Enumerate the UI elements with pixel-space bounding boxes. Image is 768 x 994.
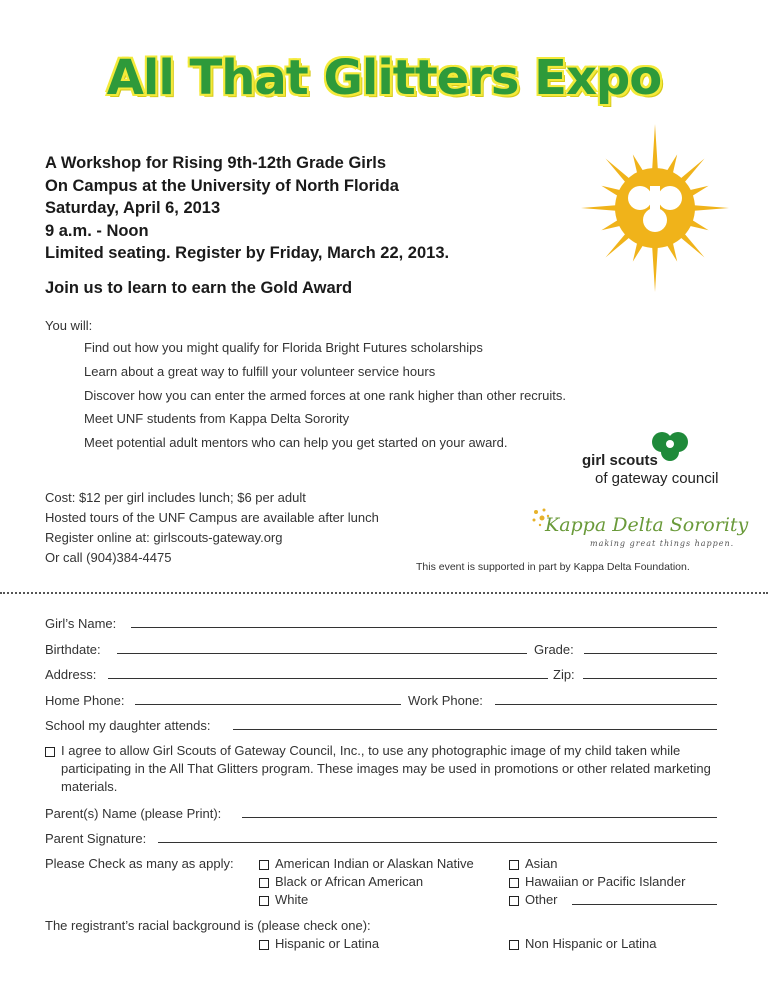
race-option-other[interactable]: Other [509,892,558,907]
cost-line: Cost: $12 per girl includes lunch; $6 per adult [45,490,306,505]
you-will-list [84,336,566,455]
race-option-american-indian[interactable]: American Indian or Alaskan Native [259,856,474,871]
kappa-delta-logo: Kappa Delta Sorority [545,514,749,536]
work-phone-field[interactable] [495,693,717,705]
cut-line-divider [0,592,768,594]
list-item: Meet UNF students from Kappa Delta Sorority [84,411,350,427]
ethnicity-prompt: The registrant’s racial background is (please check one): [45,918,371,933]
parent-name-field[interactable] [242,806,717,818]
list-item: Discover how you can enter the armed forces at one rank higher than other recruits. [84,387,566,403]
parent-signature-field[interactable] [158,831,717,843]
birthdate-field[interactable] [117,642,527,654]
cost-line: Register online at: girlscouts-gateway.org [45,530,283,545]
join-heading: Join us to learn to earn the Gold Award [45,279,353,297]
parent-signature-label: Parent Signature: [45,831,147,846]
checkbox-icon [509,940,519,950]
zip-field[interactable] [583,667,717,679]
list-item: Learn about a great way to fulfill your volunteer service hours [84,363,436,379]
event-title: All That Glitters Expo [106,50,662,106]
info-line: On Campus at the University of North Florida [45,176,399,195]
home-phone-field[interactable] [135,693,401,705]
gold-award-sun-icon [580,122,730,294]
address-label: Address: [45,667,97,682]
event-info [45,152,449,265]
girls-name-label: Girl’s Name: [45,616,117,631]
photo-consent-text: I agree to allow Girl Scouts of Gateway Council, Inc., to use any photographic image of my child taken while participating in the All That Glitters program. These images may be used in promotions or other related marketing materials. [61,743,711,794]
race-prompt: Please Check as many as apply: [45,856,234,871]
info-line: Limited seating. Register by Friday, March 22, 2013. [45,244,450,262]
checkbox-icon [259,896,269,906]
address-field[interactable] [108,667,548,679]
checkbox-icon [259,860,269,870]
you-will-label: You will: [45,318,93,333]
cost-line: Hosted tours of the UNF Campus are available after lunch [45,510,379,525]
checkbox-icon [259,878,269,888]
race-option-white[interactable]: White [259,892,308,907]
list-item: Find out how you might qualify for Florida Bright Futures scholarships [84,340,483,355]
checkbox-icon [259,940,269,950]
school-field[interactable] [233,718,717,730]
birthdate-label: Birthdate: [45,642,101,657]
support-note: This event is supported in part by Kappa Delta Foundation. [416,561,690,573]
race-other-field[interactable] [572,893,717,905]
kappa-delta-tagline: making great things happen. [590,539,735,548]
girls-name-field[interactable] [131,616,717,628]
girl-scouts-logo-line1: girl scouts [582,452,658,469]
info-line: Saturday, April 6, 2013 [45,199,221,217]
work-phone-label: Work Phone: [408,693,483,708]
parent-name-label: Parent(s) Name (please Print): [45,806,222,821]
grade-label: Grade: [534,642,574,657]
checkbox-icon [509,896,519,906]
list-item: Meet potential adult mentors who can help you get started on your award. [84,435,508,451]
school-label: School my daughter attends: [45,718,211,733]
cost-info [45,488,379,568]
checkbox-icon [509,860,519,870]
girl-scouts-logo-line2: of gateway council [595,470,719,487]
cost-line: Or call (904)384-4475 [45,550,172,565]
photo-consent-checkbox[interactable] [45,743,61,761]
checkbox-icon [509,878,519,888]
race-option-hawaiian[interactable]: Hawaiian or Pacific Islander [509,874,685,889]
info-line: A Workshop for Rising 9th-12th Grade Girls [45,154,387,172]
grade-field[interactable] [584,642,717,654]
home-phone-label: Home Phone: [45,693,125,708]
race-option-black[interactable]: Black or African American [259,874,423,889]
info-line: 9 a.m. - Noon [45,221,149,240]
ethnicity-option-hispanic[interactable]: Hispanic or Latina [259,936,379,951]
ethnicity-option-non-hispanic[interactable]: Non Hispanic or Latina [509,936,657,951]
race-option-asian[interactable]: Asian [509,856,558,871]
zip-label: Zip: [553,667,575,682]
